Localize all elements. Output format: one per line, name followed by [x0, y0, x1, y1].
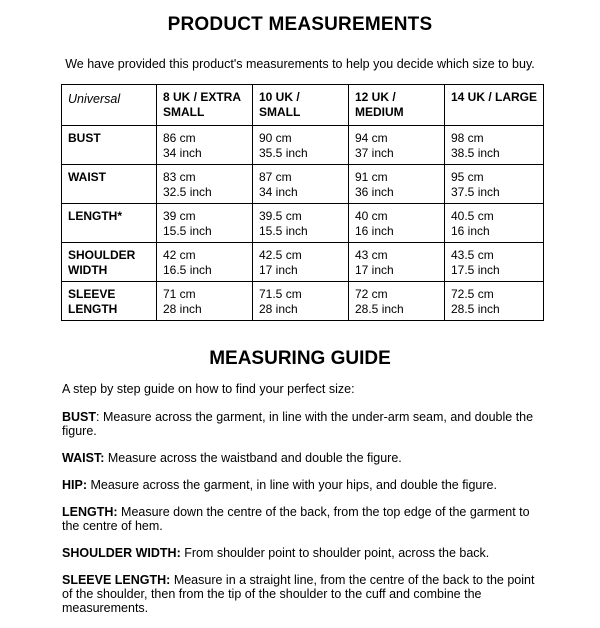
row-label: WAIST [62, 165, 157, 204]
measurement-cm: 40.5 cm [451, 209, 494, 223]
column-header: 14 UK / LARGE [445, 85, 544, 126]
measurement-cm: 42 cm [163, 248, 196, 262]
guide-description: Measure down the centre of the back, from the top edge of the garment to the centre of hem. [62, 505, 530, 533]
guide-item [62, 573, 542, 615]
guide-description: Measure across the waistband and double the figure. [104, 451, 402, 465]
measurement-inch: 34 inch [163, 146, 202, 160]
measurement-inch: 34 inch [259, 185, 298, 199]
measurement-cell [157, 165, 253, 204]
guide-item [62, 505, 542, 533]
measurement-inch: 32.5 inch [163, 185, 212, 199]
guide-item [62, 546, 542, 560]
table-corner-label: Universal [62, 85, 157, 126]
guide-term: SHOULDER WIDTH: [62, 546, 181, 560]
guide-term: LENGTH: [62, 505, 118, 519]
table-row [62, 204, 544, 243]
guide-term: HIP: [62, 478, 87, 492]
measurement-cell [445, 204, 544, 243]
row-label: BUST [62, 126, 157, 165]
guide-lead: A step by step guide on how to find your perfect size: [62, 382, 355, 396]
column-header: 10 UK / SMALL [253, 85, 349, 126]
table-row [62, 126, 544, 165]
measurement-cell [253, 243, 349, 282]
measurement-cell [253, 126, 349, 165]
measurement-cm: 72 cm [355, 287, 388, 301]
measurement-cm: 94 cm [355, 131, 388, 145]
measurement-cell [349, 282, 445, 321]
row-label: SHOULDER WIDTH [62, 243, 157, 282]
measurement-cm: 40 cm [355, 209, 388, 223]
measurement-inch: 28 inch [163, 302, 202, 316]
page-title: PRODUCT MEASUREMENTS [167, 14, 433, 35]
measurement-inch: 38.5 inch [451, 146, 500, 160]
guide-title: MEASURING GUIDE [209, 348, 391, 369]
measurement-cm: 71.5 cm [259, 287, 302, 301]
measurement-cell [253, 165, 349, 204]
measurement-cell [253, 204, 349, 243]
measurement-inch: 17 inch [259, 263, 298, 277]
measurement-cm: 43.5 cm [451, 248, 494, 262]
measurement-cell [445, 243, 544, 282]
measurement-inch: 15.5 inch [259, 224, 308, 238]
measurement-cm: 87 cm [259, 170, 292, 184]
guide-description: Measure across the garment, in line with your hips, and double the figure. [87, 478, 497, 492]
size-table [61, 84, 544, 321]
guide-item [62, 410, 542, 438]
measurement-cm: 95 cm [451, 170, 484, 184]
guide-term: BUST [62, 410, 97, 424]
guide-term: WAIST: [62, 451, 105, 465]
table-row [62, 243, 544, 282]
intro-text: We have provided this product's measurements to help you decide which size to buy. [65, 57, 535, 71]
measurement-inch: 28.5 inch [355, 302, 404, 316]
measurement-cell [157, 126, 253, 165]
measurement-cm: 39.5 cm [259, 209, 302, 223]
row-label: SLEEVE LENGTH [62, 282, 157, 321]
measurement-cell [349, 204, 445, 243]
measurement-inch: 28.5 inch [451, 302, 500, 316]
measurement-inch: 17 inch [355, 263, 394, 277]
measurement-cm: 43 cm [355, 248, 388, 262]
measurement-inch: 37.5 inch [451, 185, 500, 199]
measurement-cm: 86 cm [163, 131, 196, 145]
measurement-cell [157, 243, 253, 282]
guide-description: : Measure across the garment, in line with the under-arm seam, and double the figure. [62, 410, 534, 438]
measurement-cell [157, 282, 253, 321]
measurement-cell [445, 282, 544, 321]
column-header: 8 UK / EXTRA SMALL [157, 85, 253, 126]
guide-description: From shoulder point to shoulder point, across the back. [180, 546, 490, 560]
measurement-inch: 28 inch [259, 302, 298, 316]
measurement-inch: 36 inch [355, 185, 394, 199]
guide-term: SLEEVE LENGTH: [62, 573, 171, 587]
measurement-inch: 15.5 inch [163, 224, 212, 238]
measurement-inch: 37 inch [355, 146, 394, 160]
measurement-cell [157, 204, 253, 243]
measurement-cm: 42.5 cm [259, 248, 302, 262]
measurement-cell [349, 165, 445, 204]
measurement-cm: 71 cm [163, 287, 196, 301]
measuring-guide [62, 382, 542, 628]
guide-description: Measure in a straight line, from the centre of the back to the point of the shoulder, then from the tip of the shoulder to the cuff and combine the measurements. [62, 573, 535, 615]
guide-item [62, 451, 542, 465]
measurement-inch: 17.5 inch [451, 263, 500, 277]
measurement-cm: 98 cm [451, 131, 484, 145]
measurement-cell [349, 243, 445, 282]
row-label: LENGTH* [62, 204, 157, 243]
guide-item [62, 478, 542, 492]
measurement-cell [349, 126, 445, 165]
measurement-inch: 16 inch [451, 224, 490, 238]
measurement-cm: 90 cm [259, 131, 292, 145]
measurement-cm: 39 cm [163, 209, 196, 223]
table-row [62, 282, 544, 321]
measurement-inch: 16 inch [355, 224, 394, 238]
measurement-cell [253, 282, 349, 321]
measurement-cell [445, 165, 544, 204]
table-row [62, 165, 544, 204]
measurement-cm: 91 cm [355, 170, 388, 184]
measurement-inch: 16.5 inch [163, 263, 212, 277]
measurement-cm: 72.5 cm [451, 287, 494, 301]
measurement-inch: 35.5 inch [259, 146, 308, 160]
measurement-cell [445, 126, 544, 165]
table-header-row [62, 85, 544, 126]
measurement-cm: 83 cm [163, 170, 196, 184]
column-header: 12 UK / MEDIUM [349, 85, 445, 126]
